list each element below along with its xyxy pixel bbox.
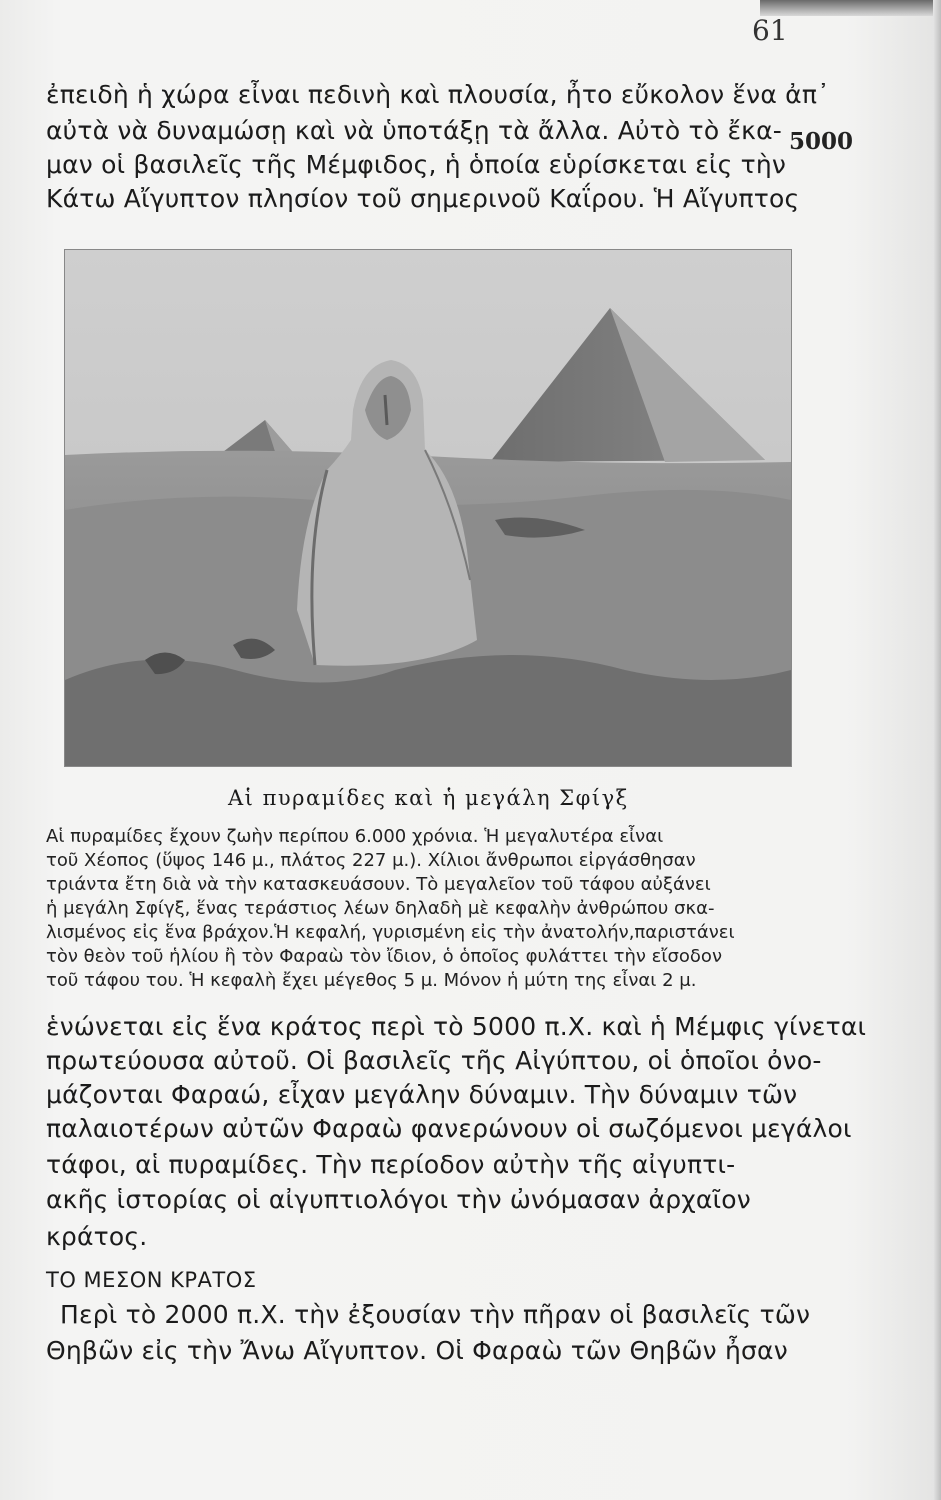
text-line: παλαιοτέρων αὐτῶν Φαραὼ φανερώνουν οἱ σωζόμενοι μεγάλοι xyxy=(46,1114,852,1143)
text-line: πρωτεύουσα αὐτοῦ. Οἱ βασιλεῖς τῆς Αἰγύπτου, οἱ ὁποῖοι ὀνο- xyxy=(46,1046,822,1075)
text-line: τάφοι, αἱ πυραμίδες. Τὴν περίοδον αὐτὴν τῆς αἰγυπτι- xyxy=(46,1150,736,1179)
text-line: ἐπειδὴ ἡ χώρα εἶναι πεδινὴ καὶ πλουσία, ἦτο εὔκολον ἕνα ἀπ᾽ xyxy=(46,80,830,109)
text-line: μάζονται Φαραώ, εἶχαν μεγάλην δύναμιν. Τὴν δύναμιν τῶν xyxy=(46,1080,798,1109)
caption-line: τοῦ Χέοπος (ὕψος 146 μ., πλάτος 227 μ.). Χίλιοι ἄνθρωποι εἰργάσθησαν xyxy=(46,850,696,871)
text-line: ακῆς ἱστορίας οἱ αἰγυπτιολόγοι τὴν ὠνόμασαν ἀρχαῖον xyxy=(46,1185,751,1214)
caption-line: τριάντα ἔτη διὰ νὰ τὴν κατασκευάσουν. Τὸ μεγαλεῖον τοῦ τάφου αὐξάνει xyxy=(46,874,711,895)
section-heading: ΤΟ ΜΕΣΟΝ ΚΡΑΤΟΣ xyxy=(46,1268,257,1292)
sphinx-pyramids-photo xyxy=(64,249,792,767)
figure-caption-title: Αἱ πυραμίδες καὶ ἡ μεγάλη Σφίγξ xyxy=(228,786,629,810)
text-line: κράτος. xyxy=(46,1222,148,1251)
text-line: Περὶ τὸ 2000 π.Χ. τὴν ἐξουσίαν τὴν πῆραν οἱ βασιλεῖς τῶν xyxy=(60,1300,811,1329)
text-line: Κάτω Αἴγυπτον πλησίον τοῦ σημερινοῦ Καΐρου. Ἡ Αἴγυπτος xyxy=(46,184,800,213)
text-line: μαν οἱ βασιλεῖς τῆς Μέμφιδος, ἡ ὁποία εὑρίσκεται εἰς τὴν xyxy=(46,150,787,179)
text-line: Θηβῶν εἰς τὴν Ἄνω Αἴγυπτον. Οἱ Φαραὼ τῶν Θηβῶν ἦσαν xyxy=(46,1336,788,1365)
caption-line: τὸν θεὸν τοῦ ἡλίου ἢ τὸν Φαραὼ τὸν ἴδιον, ὁ ὁποῖος φυλάττει τὴν εἴσοδον xyxy=(46,946,723,967)
text-line: ἑνώνεται εἰς ἕνα κράτος περὶ τὸ 5000 π.Χ. καὶ ἡ Μέμφις γίνεται xyxy=(46,1012,867,1041)
photo-illustration xyxy=(65,250,791,766)
caption-line: λισμένος εἰς ἕνα βράχον.Ἡ κεφαλή, γυρισμένη εἰς τὴν ἀνατολήν,παριστάνει xyxy=(46,922,735,943)
page-number: 61 xyxy=(752,14,788,47)
caption-line: ἡ μεγάλη Σφίγξ, ἕνας τεράστιος λέων δηλαδὴ μὲ κεφαλὴν ἀνθρώπου σκα- xyxy=(46,898,715,919)
page-edge-right xyxy=(933,0,941,1500)
caption-line: τοῦ τάφου του. Ἡ κεφαλὴ ἔχει μέγεθος 5 μ. Μόνον ἡ μύτη της εἶναι 2 μ. xyxy=(46,970,697,991)
margin-year-note: 5000 xyxy=(789,128,854,155)
caption-line: Αἱ πυραμίδες ἔχουν ζωὴν περίπου 6.000 χρόνια. Ἡ μεγαλυτέρα εἶναι xyxy=(46,826,664,847)
text-line: αὐτὰ νὰ δυναμώσῃ καὶ νὰ ὑποτάξῃ τὰ ἄλλα. Αὐτὸ τὸ ἔκα- xyxy=(46,116,783,145)
